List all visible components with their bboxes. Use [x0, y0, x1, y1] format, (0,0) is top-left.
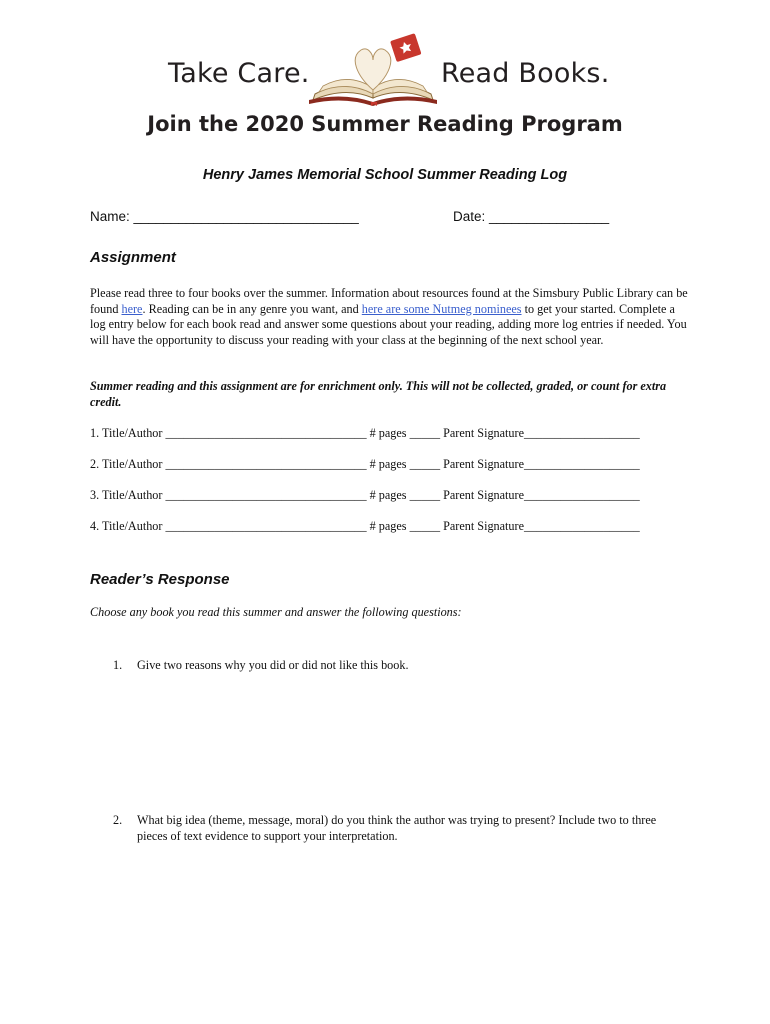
- banner-read-books: Read Books.: [441, 58, 610, 89]
- assignment-paragraph: [90, 286, 690, 348]
- program-title: Join the 2020 Summer Reading Program: [147, 112, 623, 136]
- log-subtitle: Henry James Memorial School Summer Reading Log: [202, 167, 568, 183]
- open-book-heart-icon: [305, 28, 441, 106]
- log-entry-1[interactable]: 1. Title/Author _________________________________ # pages _____ Parent Signature___________________: [90, 426, 640, 440]
- enrichment-note: Summer reading and this assignment are for enrichment only. This will not be collected, graded, or count for extra credit.: [90, 379, 667, 409]
- question-1-number: 1.: [113, 658, 123, 672]
- library-resources-link[interactable]: here: [121, 301, 143, 316]
- nutmeg-nominees-link[interactable]: here are some Nutmeg nominees: [361, 301, 522, 316]
- question-2-number: 2.: [113, 813, 123, 827]
- question-2-text: What big idea (theme, message, moral) do you think the author was trying to present? Include two to three pieces of text evidence to support your interpretation.: [137, 813, 657, 843]
- log-entry-2[interactable]: 2. Title/Author _________________________________ # pages _____ Parent Signature___________________: [90, 457, 640, 471]
- response-instructions: Choose any book you read this summer and answer the following questions:: [90, 605, 462, 619]
- name-field[interactable]: Name: ______________________________: [90, 209, 359, 224]
- assignment-text-2: . Reading can be in any genre you want, and: [142, 301, 362, 316]
- banner-take-care: Take Care.: [168, 58, 310, 89]
- assignment-text-3: to get your started. Complete a log entry below for each book read and answer some questions about your reading, adding more log entries if needed. You will have the opportunity to discuss your reading with your class at the beginning of the next school year.: [90, 301, 687, 347]
- assignment-text-1: Please read three to four books over the summer. Information about resources found at the Simsbury Public Library can be found: [90, 286, 688, 316]
- log-entry-3[interactable]: 3. Title/Author _________________________________ # pages _____ Parent Signature___________________: [90, 488, 640, 502]
- assignment-heading: Assignment: [90, 249, 176, 266]
- log-entry-4[interactable]: 4. Title/Author _________________________________ # pages _____ Parent Signature___________________: [90, 519, 640, 533]
- date-field[interactable]: Date: ________________: [453, 209, 610, 224]
- question-1-text: Give two reasons why you did or did not like this book.: [137, 658, 409, 672]
- readers-response-heading: Reader’s Response: [90, 571, 230, 588]
